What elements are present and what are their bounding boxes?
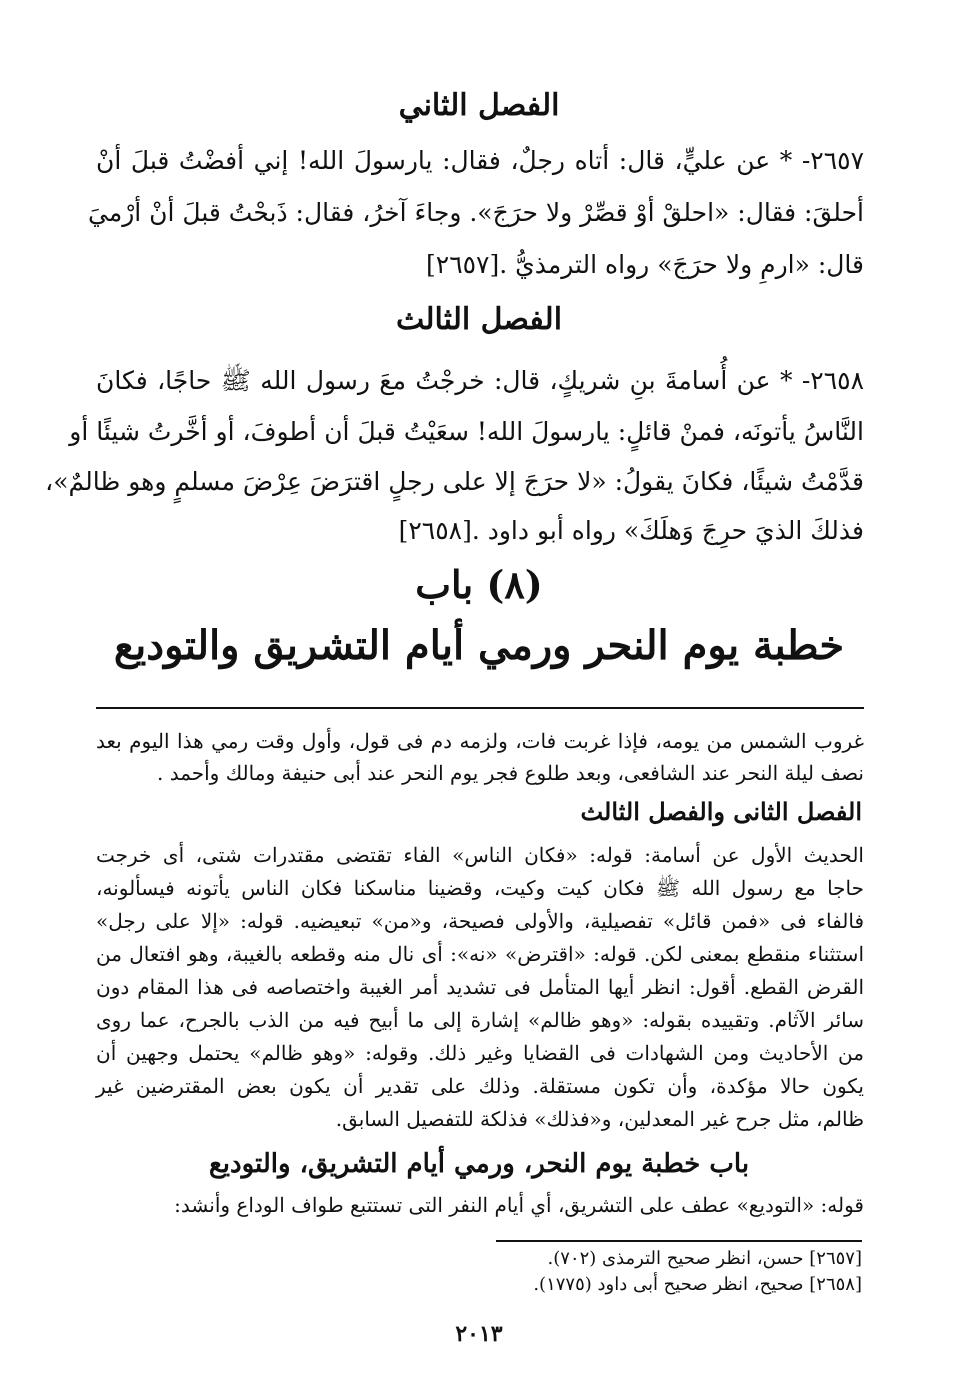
commentary-chapter-heading: باب خطبة يوم النحر، ورمي أيام التشريق، والتوديع xyxy=(208,1149,750,1179)
commentary-body-line-3: فالفاء فى «فمن قائل» تفصيلية، والأولى فصيحة، و«من» تبعيضيه. قوله: «إلا على رجل» xyxy=(96,909,864,933)
footnote-divider xyxy=(496,1240,862,1242)
hadith-2658-line-4: فذلكَ الذيَ حرِجَ وَهلَكَ» رواه أبو داود .[٢٦٥٨] xyxy=(398,516,864,545)
commentary-divider xyxy=(96,707,864,709)
hadith-2657-line-2: أحلقَ: فقال: «احلقْ أوْ قصِّرْ ولا حرَجَ». وجاءَ آخرُ، فقال: ذَبحْتُ قبلَ أنْ أرْميَ xyxy=(87,198,864,227)
section-two-title: الفصل الثاني xyxy=(398,88,560,123)
commentary-body-line-9: ظالم، مثل جرح غير المعدلين، و«فذلك» فذلكة للتفصيل السابق. xyxy=(335,1107,864,1131)
commentary-chapter-line: قوله: «التوديع» عطف على التشريق، أي أيام النفر التى تستتبع طواف الوداع وأنشد: xyxy=(174,1193,864,1217)
commentary-intro-line-2: نصف ليلة النحر عند الشافعى، وبعد طلوع فجر يوم النحر عند أبى حنيفة ومالك وأحمد . xyxy=(156,761,864,785)
commentary-body-line-8: يكون حالا مؤكدة، وأن تكون مستقلة. وذلك على تقدير أن يكون بعض المقترضين غير xyxy=(96,1074,864,1098)
page-number: ٢٠١٣ xyxy=(455,1321,503,1347)
hadith-2657-line-1: ٢٦٥٧- * عن عليٍّ، قال: أتاه رجلٌ، فقال: يارسولَ الله! إني أفضْتُ قبلَ أنْ xyxy=(96,146,864,175)
hadith-2658-line-1: ٢٦٥٨- * عن أُسامةَ بنِ شريكٍ، قال: خرجْتُ معَ رسول الله ﷺ حاجًا، فكانَ xyxy=(96,366,864,395)
commentary-body-line-6: سائر الآثام. وتقييده بقوله: «وهو ظالم» إشارة إلى ما أبيح فيه من الذب بالجرح، عما روى xyxy=(96,1008,864,1032)
chapter-number: (٨) باب xyxy=(415,562,543,607)
section-three-title: الفصل الثالث xyxy=(395,302,563,337)
hadith-2658-line-2: النَّاسُ يأتونَه، فمنْ قائلٍ: يارسولَ الله! سعَيْتُ قبلَ أن أطوفَ، أو أخَّرتُ شيئًا أو xyxy=(69,417,864,446)
commentary-body-line-2: حاجا مع رسول الله ﷺ فكان كيت وكيت، وقضينا مناسكنا فكان الناس يأتونه فيسألونه، xyxy=(96,876,864,900)
chapter-title: خطبة يوم النحر ورمي أيام التشريق والتوديع xyxy=(113,622,845,669)
footnote-2658: [٢٦٥٨] صحيح، انظر صحيح أبى داود (١٧٧٥). xyxy=(533,1274,862,1295)
commentary-body-line-4: استثناء منقطع بمعنى لكن. قوله: «اقترض» «نه»: أى نال منه وقطعه بالغيبة، وهو افتعال من xyxy=(96,942,864,966)
commentary-heading: الفصل الثانى والفصل الثالث xyxy=(580,797,862,826)
footnote-2657: [٢٦٥٧] حسن، انظر صحيح الترمذى (٧٠٢). xyxy=(547,1248,862,1269)
commentary-intro-line-1: غروب الشمس من يومه، فإذا غربت فات، ولزمه دم فى قول، وأول وقت رمي هذا اليوم بعد xyxy=(96,729,864,753)
hadith-2658-line-3: قدَّمْتُ شيئًا، فكانَ يقولُ: «لا حرَجَ إلا على رجلٍ اقترَضَ عِرْضَ مسلمٍ وهو ظالمٌ»، xyxy=(45,467,864,496)
commentary-body-line-7: من الأحاديث ومن الشهادات فى القضايا وغير ذلك. وقوله: «وهو ظالم» يحتمل وجهين أن xyxy=(96,1041,864,1065)
commentary-body-line-5: القرض القطع. أقول: انظر أيها المتأمل فى تشديد أمر الغيبة واختصاصه فى هذا المقام دون xyxy=(96,975,864,999)
hadith-2657-line-3: قال: «ارمِ ولا حرَجَ» رواه الترمذيُّ .[٢٦٥٧] xyxy=(426,250,864,279)
commentary-body-line-1: الحديث الأول عن أسامة: قوله: «فكان الناس» الفاء تقتضى مقتدرات شتى، أى خرجت xyxy=(96,843,864,867)
